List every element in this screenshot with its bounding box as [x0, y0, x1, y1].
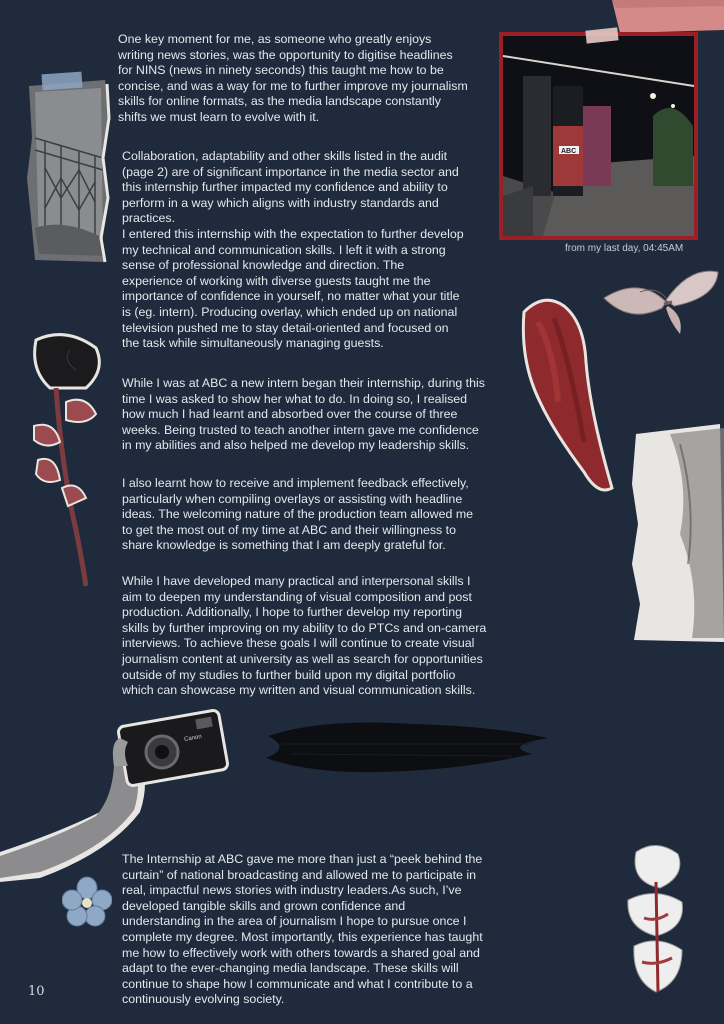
black-brush-stroke	[262, 714, 552, 780]
paragraph-new-intern: While I was at ABC a new intern began their internship, during this time I was asked to show her what to do. In doing so, I realised how much I had learnt and absorbed over the course of three weeks. Being trusted to teach another intern gave me confidence in my abilities and also helped me develop my leadership skills.	[122, 376, 485, 453]
white-flowers-image	[616, 842, 698, 996]
page-number: 10	[28, 984, 45, 999]
red-paint-smear	[514, 292, 616, 498]
paragraph-feedback: I also learnt how to receive and implement feedback effectively, particularly when compiling overlays or assisting with headline ideas. The welcoming nature of the production team allowed me to get the most out of my time at ABC and their willingness to share knowledge is something that I am deeply grateful for.	[122, 476, 474, 553]
paragraph-collaboration-skills: Collaboration, adaptability and other skills listed in the audit (page 2) are of significant importance in the media sector and this internship further impacted my confidence and ability to perform in a way which aligns with industry standards and practices. I entered this internship with the expectation to further develop my technical and communication skills. I left it with a strong sense of professional knowledge and direction. The experience of working with diverse guests taught me the importance of confidence in yourself, no matter what your title is (eg. intern). Producing overlay, which ended up on national television pushed me to stay detail-oriented and focused on the task while simultaneously managing guests.	[122, 149, 464, 351]
paragraph-conclusion: The Internship at ABC gave me more than just a “peek behind the curtain” of national broadcasting and allowed me to participate in real, impactful news stories with industry leaders.As such, I’ve developed tangible skills and grown confidence and understanding in the area of journalism I hope to pursue once I complete my degree. Most importantly, this experience has taught me how to effectively work with others towards a shared goal and adapt to the ever-changing media landscape. These skills will continue to shape how I communicate and what I contribute to a continuously evolving society.	[122, 852, 483, 1007]
camera-brand-text: Canon	[183, 734, 203, 743]
blue-flower-image	[62, 876, 112, 928]
abc-building-night-image	[503, 36, 694, 236]
pink-tape	[584, 27, 620, 45]
paragraph-future-goals: While I have developed many practical and interpersonal skills I aim to deepen my understanding of visual composition and post production. Additionally, I hope to further develop my reporting skills by further improving on my ability to do PTCs and on-camera interviews. To achieve these goals I will continue to create visual journalism content at university as well as search for opportunities outside of my studies to further build upon my digital portfolio which can showcase my written and visual communication skills.	[122, 574, 487, 698]
moth-image	[600, 262, 722, 336]
blue-tape	[40, 70, 84, 92]
night-street-photo	[499, 32, 698, 240]
torn-paper-texture	[630, 424, 724, 642]
torn-paper-bridge-image	[25, 78, 111, 264]
abc-sign-text: ABC	[561, 148, 577, 155]
photo-caption: from my last day, 04:45AM	[565, 243, 684, 254]
paragraph-digitise-headlines: One key moment for me, as someone who greatly enjoys writing news stories, was the opportunity to digitise headlines for NINS (news in ninety seconds) this taught me how to be concise, and was a way for me to further improve my journalism skills for online formats, as the media landscape constantly shifts we must learn to evolve with it.	[118, 32, 468, 124]
rose-cutout-image	[26, 330, 108, 592]
